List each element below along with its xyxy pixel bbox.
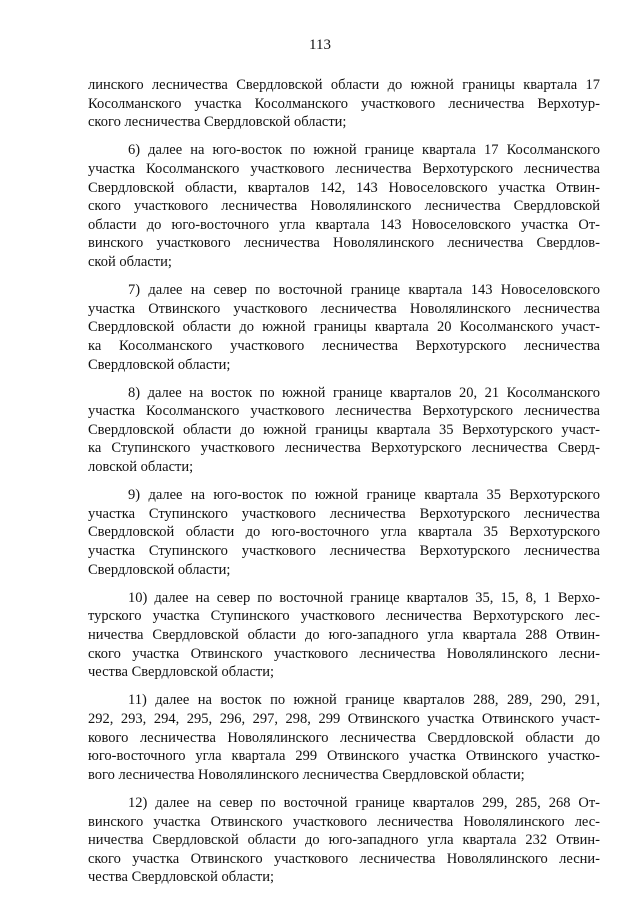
text-line: Свердловской области до южной границы квартала 35 Верхотурского участ- — [88, 421, 600, 438]
text-line: вого лесничества Новолялинского лесничества Свердловской области; — [88, 766, 525, 783]
text-line: ского лесничества Свердловской области; — [88, 114, 347, 131]
page-number: 113 — [309, 37, 331, 53]
text-line: участка Косолманского участкового лесничества Верхотурского лесничества — [88, 160, 600, 177]
text-line: Свердловской области до юго-восточного угла квартала 35 Верхотурского — [88, 524, 600, 541]
text-line: 11) далее на восток по южной границе кварталов 288, 289, 290, 291, — [128, 692, 600, 709]
text-line: турского участка Ступинского участкового лесничества Верхотурского лес- — [88, 608, 600, 625]
text-line: участка Косолманского участкового лесничества Верхотурского лесничества — [88, 403, 600, 420]
text-line: Свердловской области до южной границы квартала 20 Косолманского участ- — [88, 319, 600, 336]
text-line: чества Свердловской области; — [88, 869, 275, 886]
paragraph — [88, 691, 600, 784]
paragraph — [88, 281, 600, 374]
text-line: ского участка Отвинского участкового лесничества Новолялинского лесни- — [88, 645, 600, 662]
paragraph — [88, 589, 600, 682]
text-line: ка Ступинского участкового лесничества Верхотурского лесничества Сверд- — [88, 440, 600, 457]
text-line: 8) далее на восток по южной границе кварталов 20, 21 Косолманского — [128, 384, 600, 401]
paragraph — [88, 141, 600, 271]
text-line: ского участкового лесничества Новолялинского лесничества Свердловской — [88, 198, 600, 215]
text-line: Косолманского участка Косолманского участкового лесничества Верхотур- — [88, 95, 600, 112]
text-line: Свердловской области, кварталов 142, 143 Новоселовского участка Отвин- — [88, 179, 600, 196]
text-line: кового лесничества Новолялинского лесничества Свердловской области до — [88, 729, 600, 746]
text-line: чества Свердловской области; — [88, 664, 275, 681]
text-line: 6) далее на юго-восток по южной границе квартала 17 Косолманского — [128, 142, 600, 159]
text-line: Свердловской области; — [88, 561, 231, 578]
paragraph — [88, 76, 600, 132]
text-line: ка Косолманского участкового лесничества Верхотурского лесничества — [88, 337, 600, 354]
text-line: ской области; — [88, 253, 172, 270]
text-line: участка Отвинского участкового лесничества Новолялинского лесничества — [88, 300, 600, 317]
text-line: 12) далее на север по восточной границе кварталов 299, 285, 268 От- — [128, 794, 600, 811]
text-line: винского участкового лесничества Новолялинского лесничества Свердлов- — [88, 235, 600, 252]
text-line: ского участка Отвинского участкового лесничества Новолялинского лесни- — [88, 850, 600, 867]
text-line: линского лесничества Свердловской области до южной границы квартала 17 — [88, 77, 600, 93]
paragraph — [88, 384, 600, 477]
text-line: участка Ступинского участкового лесничества Верхотурского лесничества — [88, 505, 600, 522]
paragraph — [88, 486, 600, 579]
text-line: 10) далее на север по восточной границе кварталов 35, 15, 8, 1 Верхо- — [128, 589, 600, 606]
text-line: ловской области; — [88, 459, 194, 476]
text-line: участка Ступинского участкового лесничества Верхотурского лесничества — [88, 543, 600, 560]
text-line: 9) далее на юго-восток по южной границе квартала 35 Верхотурского — [128, 487, 600, 504]
paragraph — [88, 794, 600, 887]
text-line: 292, 293, 294, 295, 296, 297, 298, 299 Отвинского участка Отвинского участ- — [88, 710, 600, 727]
text-line: области до юго-восточного угла квартала 143 Новоселовского участка От- — [88, 216, 600, 233]
text-line: Свердловской области; — [88, 356, 231, 373]
document-body — [88, 76, 600, 897]
text-line: ничества Свердловской области до юго-западного угла квартала 288 Отвин- — [88, 627, 600, 643]
text-line: винского участка Отвинского участкового лесничества Новолялинского лес- — [88, 813, 600, 830]
text-line: юго-восточного угла квартала 299 Отвинского участка Отвинского участко- — [88, 748, 600, 765]
text-line: 7) далее на север по восточной границе квартала 143 Новоселовского — [128, 282, 600, 299]
text-line: ничества Свердловской области до юго-западного угла квартала 232 Отвин- — [88, 832, 600, 849]
